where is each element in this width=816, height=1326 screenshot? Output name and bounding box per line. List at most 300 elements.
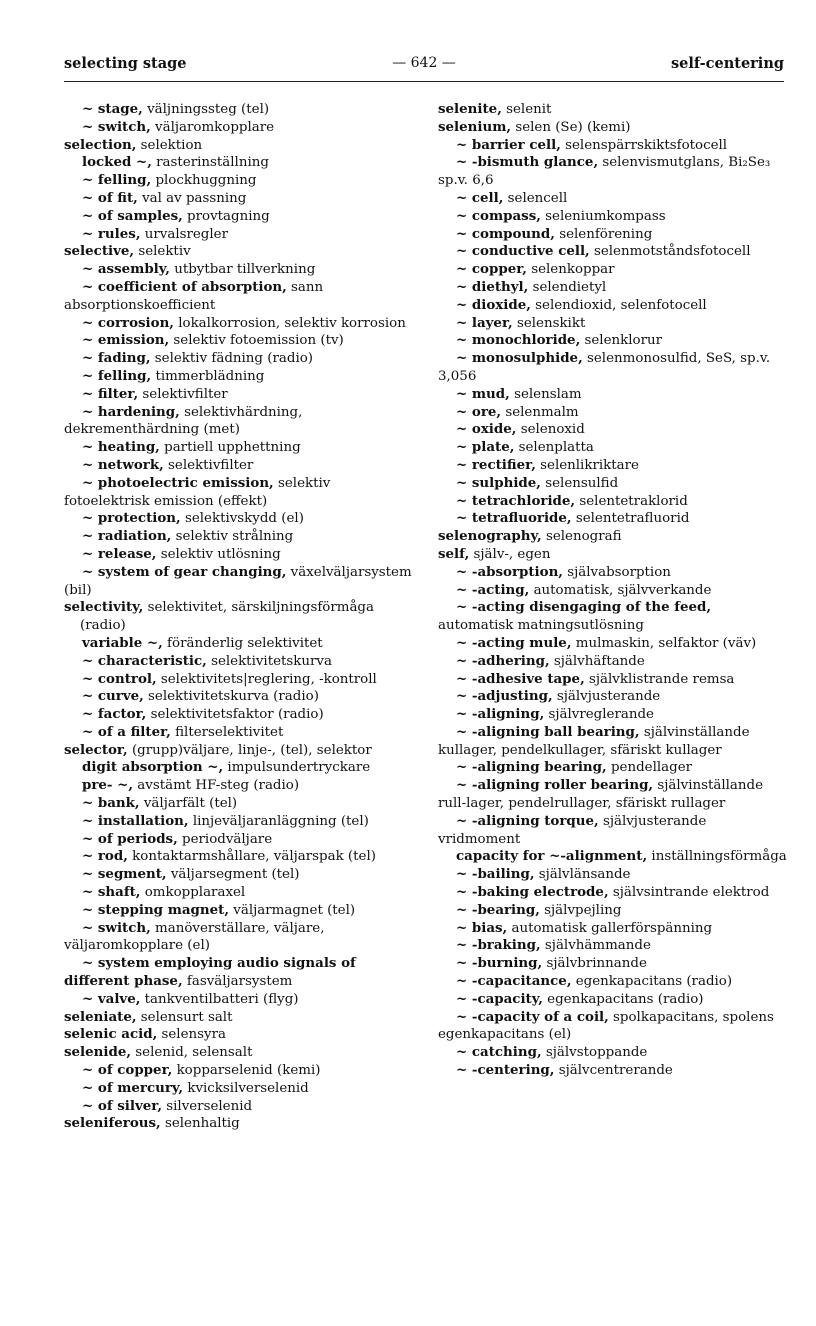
entry-term: ~ system of gear changing, [82,563,287,580]
entry-translation: egenkapacitans (radio) [542,991,704,1007]
headword-entry [438,528,790,546]
entry-translation: omkopplaraxel [140,885,246,901]
subentry [64,439,414,457]
subentry [438,510,790,528]
entry-term: ~ stepping magnet, [82,901,230,918]
entry-term: ~ catching, [456,1044,542,1061]
headword-entry [64,1009,414,1027]
entry-translation: filterselektivitet [170,724,284,740]
entry-term: ~ bias, [456,919,508,936]
entry-term: ~ oxide, [456,421,517,438]
entry-translation: självreglerande [544,707,654,723]
subentry [438,564,790,582]
entry-translation: tankventilbatteri (flyg) [140,991,299,1007]
entry-term: locked ~, [82,154,152,171]
subentry [438,457,790,475]
entry-term: ~ mud, [456,385,510,402]
entry-term: ~ tetrafluoride, [456,510,572,527]
entry-term: ~ cell, [456,189,504,206]
entry-translation: avstämt HF-steg (radio) [133,778,300,794]
entry-term: ~ -aligning bearing, [456,759,607,776]
entry-term: selection, [64,136,137,153]
subentry [438,724,790,760]
headword-entry [64,742,414,760]
entry-translation: urvalsregler [140,226,228,242]
entry-translation: inställningsförmåga [647,849,787,865]
page-number: — 642 — [392,55,456,71]
subentry [438,866,790,884]
subentry [438,154,790,190]
entry-translation: partiell upphettning [159,440,301,456]
subentry [64,777,414,795]
entry-translation: utbytbar tillverkning [169,262,316,278]
subentry [438,1062,790,1080]
entry-translation: selektiv [134,244,191,260]
entry-translation: selenklorur [580,333,663,349]
entry-term: ~ segment, [82,866,167,883]
entry-translation: egenkapacitans (radio) [571,974,733,990]
subentry [438,137,790,155]
entry-term: ~ ore, [456,403,502,420]
subentry [438,635,790,653]
subentry [64,688,414,706]
headword-entry [64,243,414,261]
entry-term: ~ -bismuth glance, [456,154,599,171]
subentry [64,546,414,564]
entry-translation: selektiv fotoelektrisk emission (effekt) [64,475,331,509]
subentry [438,350,790,386]
subentry [438,813,790,849]
running-header [64,55,784,82]
entry-translation: selektiv utlösning [156,546,281,562]
entry-translation: självinställande kullager, pendelkullager, sfäriskt kullager [438,724,750,758]
entry-term: selectivity, [64,599,144,616]
entry-translation: linjeväljaranläggning (tel) [188,813,369,829]
entry-translation: selektivitets|reglering, -kontroll [156,671,377,687]
entry-translation: själv-, egen [469,546,551,562]
entry-term: ~ monochloride, [456,332,581,349]
entry-term: ~ -aligning ball bearing, [456,723,640,740]
entry-translation: periodväljare [177,831,273,847]
entry-term: ~ bank, [82,795,140,812]
entry-translation: sann absorptionskoefficient [64,279,324,313]
entry-term: ~ valve, [82,990,141,1007]
entry-translation: självstoppande [541,1045,648,1061]
entry-term: ~ shaft, [82,884,141,901]
subentry [438,1044,790,1062]
entry-term: ~ -braking, [456,937,541,954]
subentry [438,848,790,866]
entry-translation: väljaromkopplare [150,119,275,135]
subentry [438,653,790,671]
entry-translation: selentetrafluorid [571,511,690,527]
entry-translation: selektivitet, särskiljningsförmåga (radio) [80,600,374,634]
subentry [64,457,414,475]
subentry [438,261,790,279]
subentry [438,404,790,422]
entry-translation: selencell [503,190,568,206]
headword-entry [64,599,414,635]
entry-translation: väljarmagnet (tel) [229,902,356,918]
subentry [64,724,414,742]
subentry [438,991,790,1009]
entry-term: ~ hardening, [82,403,180,420]
left-column [64,101,414,1133]
entry-translation: selenspärrskiktsfotocell [560,137,728,153]
entry-translation: val av passning [137,190,247,206]
entry-term: ~ of silver, [82,1097,162,1114]
entry-translation: plockhuggning [151,173,257,189]
subentry [64,261,414,279]
subentry [438,884,790,902]
subentry [438,671,790,689]
subentry [64,172,414,190]
headword-entry [438,546,790,564]
entry-translation: självhämmande [540,938,651,954]
subentry [438,297,790,315]
entry-term: ~ of fit, [82,189,138,206]
entry-term: ~ curve, [82,688,144,705]
subentry [438,920,790,938]
entry-term: ~ installation, [82,812,189,829]
entry-term: ~ emission, [82,332,170,349]
entry-term: ~ conductive cell, [456,243,590,260]
entry-term: ~ -acting disengaging of the feed, [456,599,712,616]
entry-term: ~ diethyl, [456,278,529,295]
entry-term: ~ -aligning torque, [456,812,599,829]
headword-entry [438,119,790,137]
entry-term: ~ heating, [82,439,160,456]
entry-translation: provtagning [182,208,270,224]
subentry [64,759,414,777]
subentry [438,190,790,208]
entry-term: ~ compound, [456,225,555,242]
entry-term: selector, [64,741,128,758]
entry-translation: kvicksilverselenid [183,1080,309,1096]
entry-translation: silverselenid [162,1098,253,1114]
entry-term: ~ sulphide, [456,474,541,491]
subentry [438,386,790,404]
entry-term: selenography, [438,528,542,545]
entry-translation: pendellager [606,760,693,776]
entry-translation: selensurt salt [136,1009,233,1025]
subentry [64,1080,414,1098]
entry-term: selenite, [438,101,502,117]
entry-translation: selektivskydd (el) [180,511,304,527]
entry-translation: självsintrande elektrod [608,885,770,901]
entry-translation: selektiv strålning [171,529,294,545]
entry-translation: selentetraklorid [575,493,688,509]
entry-translation: selenplatta [514,440,594,456]
entry-term: ~ photoelectric emission, [82,474,274,491]
entry-term: ~ barrier cell, [456,136,561,153]
header-right-guide-word: self-centering [671,55,784,72]
entry-term: ~ switch, [82,919,151,936]
entry-term: seleniate, [64,1008,137,1025]
entry-term: selenium, [438,118,512,135]
subentry [438,777,790,813]
entry-term: variable ~, [82,634,163,651]
entry-term: ~ plate, [456,439,515,456]
entry-term: ~ rectifier, [456,456,536,473]
headword-entry [64,1115,414,1133]
subentry [64,564,414,600]
subentry [438,1009,790,1045]
entry-translation: timmerblädning [151,368,265,384]
subentry [64,848,414,866]
entry-term: ~ -capacitance, [456,973,572,990]
entry-translation: selenkoppar [526,262,615,278]
subentry [64,635,414,653]
subentry [64,866,414,884]
subentry [64,510,414,528]
entry-term: selective, [64,243,135,260]
entry-translation: selektiv fotoemission (tv) [169,333,344,349]
entry-translation: självhäftande [549,653,645,669]
subentry [64,404,414,440]
entry-translation: selenvismutglans, Bi₂Se₃ sp.v. 6,6 [438,155,771,189]
entry-translation: selenmonosulfid, SeS, sp.v. 3,056 [438,351,771,384]
entry-translation: selektivhärdning, dekrementhärdning (met) [64,404,303,438]
subentry [64,902,414,920]
entry-translation: selektivitetskurva [206,653,332,669]
entry-term: ~ rod, [82,848,128,865]
entry-translation: selenit [501,102,552,117]
entry-term: ~ -acting mule, [456,634,572,651]
entry-term: ~ release, [82,545,157,562]
entry-translation: självinställande rull-lager, pendelrullager, sfäriskt rullager [438,778,764,812]
entry-term: ~ -bearing, [456,901,540,918]
entry-term: self, [438,545,470,562]
entry-translation: selektivitetsfaktor (radio) [146,707,324,723]
entry-term: seleniferous, [64,1115,161,1132]
entry-term: ~ of periods, [82,830,178,847]
entry-term: ~ felling, [82,172,152,189]
entry-term: ~ felling, [82,367,152,384]
entry-term: ~ tetrachloride, [456,492,576,509]
entry-term: ~ -capacity, [456,990,543,1007]
subentry [64,884,414,902]
entry-term: ~ monosulphide, [456,350,583,367]
entry-translation: selensulfid [540,475,619,491]
entry-translation: väljarsegment (tel) [166,867,300,883]
entry-translation: seleniumkompass [540,208,666,224]
subentry [438,208,790,226]
entry-term: digit absorption ~, [82,759,224,776]
entry-translation: selektivfilter [138,386,228,402]
entry-translation: selenografi [541,529,622,545]
entry-term: ~ -aligning roller bearing, [456,777,654,794]
entry-translation: selenmotståndsfotocell [589,244,751,260]
entry-translation: selendioxid, selenfotocell [530,297,707,313]
entry-term: ~ coefficient of absorption, [82,278,287,295]
entry-term: ~ -absorption, [456,563,563,580]
entry-term: ~ switch, [82,118,151,135]
entry-translation: självjusterande vridmoment [438,813,707,847]
entry-term: ~ filter, [82,385,139,402]
subentry [438,279,790,297]
entry-term: ~ control, [82,670,157,687]
entry-term: ~ protection, [82,510,181,527]
entry-term: selenic acid, [64,1026,158,1043]
headword-entry [64,1026,414,1044]
entry-translation: självpejling [539,902,622,918]
entry-term: capacity for ~-alignment, [456,848,648,865]
subentry [64,119,414,137]
subentry [64,101,414,119]
subentry [64,315,414,333]
entry-term: ~ -aligning, [456,706,545,723]
subentry [64,920,414,956]
entry-term: ~ rules, [82,225,141,242]
entry-translation: selektivitetskurva (radio) [143,689,319,705]
headword-entry [438,101,790,119]
subentry [438,688,790,706]
subentry [438,955,790,973]
entry-translation: kontaktarmshållare, väljarspak (tel) [127,849,376,865]
entry-translation: självlänsande [534,867,631,883]
entry-translation: automatisk gallerförspänning [507,920,713,936]
subentry [438,599,790,635]
entry-term: ~ of samples, [82,207,183,224]
entry-translation: lokalkorrosion, selektiv korrosion [173,315,406,331]
subentry [64,350,414,368]
subentry [64,332,414,350]
entry-term: ~ -bailing, [456,866,535,883]
entry-translation: rasterinställning [151,155,269,171]
entry-term: ~ stage, [82,101,143,117]
entry-translation: kopparselenid (kemi) [172,1063,321,1079]
entry-term: ~ system employing audio signals of different phase, [64,955,356,990]
subentry [438,493,790,511]
subentry [438,243,790,261]
subentry [438,475,790,493]
subentry [64,226,414,244]
entry-term: pre- ~, [82,777,134,794]
subentry [64,653,414,671]
entry-translation: fasväljarsystem [182,974,293,990]
subentry [438,332,790,350]
entry-term: ~ of mercury, [82,1079,184,1096]
entry-translation: självcentrerande [554,1063,673,1079]
entry-translation: föränderlig selektivitet [162,635,323,651]
entry-term: ~ network, [82,456,164,473]
right-column [438,101,790,1080]
entry-translation: selektiv fädning (radio) [150,351,314,367]
entry-translation: självbrinnande [542,956,647,972]
subentry [438,315,790,333]
entry-translation: växelväljarsystem (bil) [64,564,412,598]
headword-entry [64,137,414,155]
subentry [64,955,414,991]
entry-translation: automatisk matningsutlösning [438,618,644,634]
subentry [64,1098,414,1116]
entry-translation: (grupp)väljare, linje-, (tel), selektor [127,742,372,758]
subentry [64,528,414,546]
entry-term: ~ of a filter, [82,723,171,740]
entry-translation: väljarfält (tel) [139,796,238,812]
subentry [438,421,790,439]
entry-translation: selenid, selensalt [131,1045,253,1061]
entry-term: ~ -centering, [456,1062,555,1079]
entry-term: ~ factor, [82,706,147,723]
entry-translation: väljningssteg (tel) [142,102,270,117]
subentry [64,813,414,831]
entry-term: ~ -burning, [456,955,543,972]
entry-term: ~ characteristic, [82,652,207,669]
subentry [64,386,414,404]
entry-translation: självjusterande [552,689,661,705]
subentry [64,154,414,172]
entry-term: ~ dioxide, [456,296,531,313]
entry-term: ~ -adjusting, [456,688,553,705]
subentry [64,368,414,386]
entry-translation: manöverställare, väljare, väljaromkopplare (el) [64,920,325,954]
entry-translation: selenhaltig [160,1116,240,1132]
entry-term: ~ layer, [456,314,513,331]
subentry [64,190,414,208]
subentry [64,279,414,315]
subentry [64,1062,414,1080]
entry-term: ~ of copper, [82,1062,173,1079]
entry-translation: selektivfilter [163,457,254,473]
subentry [64,475,414,511]
entry-term: ~ assembly, [82,261,170,278]
entry-translation: selenlikriktare [535,457,639,473]
entry-translation: selektion [136,137,203,153]
entry-translation: selendietyl [528,279,607,295]
entry-term: ~ radiation, [82,528,172,545]
entry-term: ~ -adhesive tape, [456,670,585,687]
entry-term: ~ compass, [456,207,541,224]
entry-term: selenide, [64,1044,132,1061]
entry-translation: selenförening [554,226,653,242]
subentry [64,208,414,226]
subentry [438,973,790,991]
headword-entry [64,1044,414,1062]
entry-term: ~ corrosion, [82,314,174,331]
subentry [64,795,414,813]
entry-translation: selensyra [157,1027,226,1043]
subentry [64,991,414,1009]
entry-translation: spolkapacitans, spolens egenkapacitans (el) [438,1009,774,1043]
entry-translation: selen (Se) (kemi) [511,119,631,135]
entry-term: ~ -acting, [456,581,530,598]
entry-translation: selenmalm [501,404,579,420]
entry-translation: självklistrande remsa [584,671,735,687]
subentry [438,937,790,955]
entry-term: ~ copper, [456,261,527,278]
entry-term: ~ fading, [82,350,151,367]
subentry [438,902,790,920]
entry-translation: selenslam [509,386,582,402]
subentry [438,226,790,244]
subentry [64,706,414,724]
entry-term: ~ -adhering, [456,652,550,669]
entry-translation: självabsorption [562,564,671,580]
subentry [438,759,790,777]
subentry [438,706,790,724]
subentry [438,582,790,600]
subentry [64,831,414,849]
header-left-guide-word: selecting stage [64,55,187,72]
subentry [64,671,414,689]
entry-term: ~ -capacity of a coil, [456,1008,609,1025]
subentry [438,439,790,457]
entry-term: ~ -baking electrode, [456,884,609,901]
entry-translation: selenoxid [516,422,585,438]
entry-translation: selenskikt [512,315,586,331]
